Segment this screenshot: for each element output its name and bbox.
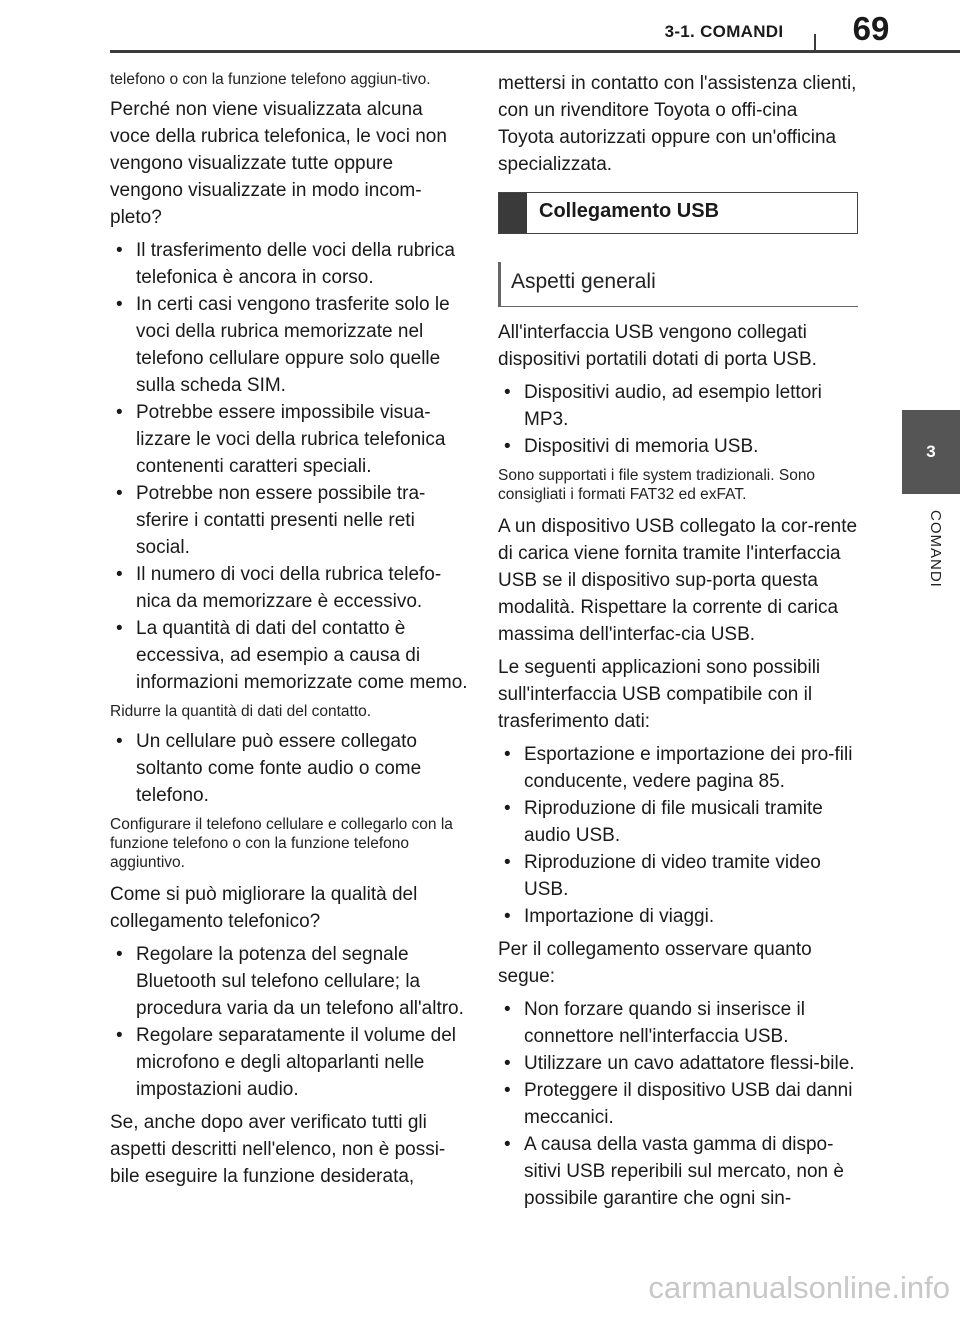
rubrica-reasons-list xyxy=(110,237,468,696)
list-item: • Dispositivi audio, ad esempio lettori MP3. xyxy=(498,379,858,433)
list-item: • Riproduzione di video tramite video USB. xyxy=(498,849,858,903)
list-item: • Regolare separatamente il volume del microfono e degli altoparlanti nelle impostazioni audio. xyxy=(110,1022,468,1103)
apps-list xyxy=(498,741,858,930)
header-rule xyxy=(110,50,960,53)
right-column xyxy=(498,70,858,1218)
list-item: • Dispositivi di memoria USB. xyxy=(498,433,858,460)
continuation-paragraph: mettersi in contatto con l'assistenza clienti, con un rivenditore Toyota o offi-cina Toyota autorizzati oppure con un'officina specializzata. xyxy=(498,73,857,175)
connection-list xyxy=(498,996,858,1212)
note-configure-phone: Configurare il telefono cellulare e collegarlo con la funzione telefono o con la funzione telefono aggiuntivo. xyxy=(110,816,453,871)
list-item: • Potrebbe essere impossibile visua-lizzare le voci della rubrica telefonica contenenti caratteri speciali. xyxy=(110,399,468,480)
list-item: • Utilizzare un cavo adattatore flessi-bile. xyxy=(498,1050,858,1077)
note-file-system: Sono supportati i file system tradizionali. Sono consigliati i formati FAT32 ed exFAT. xyxy=(498,467,816,503)
apps-intro: Le seguenti applicazioni sono possibili sull'interfaccia USB compatibile con il trasferimento dati: xyxy=(498,657,821,732)
usb-intro: All'interfaccia USB vengono collegati dispositivi portatili dotati di porta USB. xyxy=(498,322,817,370)
continuation-note: telefono o con la funzione telefono aggiun-tivo. xyxy=(110,71,431,88)
audio-source-list xyxy=(110,728,468,809)
list-item: • A causa della vasta gamma di dispo-sitivi USB reperibili sul mercato, non è possibile garantire che ogni sin- xyxy=(498,1131,858,1212)
heading-general xyxy=(498,262,858,307)
heading-usb-text: Collegamento USB xyxy=(539,200,720,222)
list-item: • Il numero di voci della rubrica telefo-nica da memorizzare è eccessivo. xyxy=(110,561,468,615)
list-item: • La quantità di dati del contatto è eccessiva, ad esempio a causa di informazioni memorizzate come memo. xyxy=(110,615,468,696)
list-item: • In certi casi vengono trasferite solo le voci della rubrica memorizzate nel telefono cellulare oppure solo quelle sulla scheda SIM. xyxy=(110,291,468,399)
list-item: • Potrebbe non essere possibile tra-sferire i contatti presenti nelle reti social. xyxy=(110,480,468,561)
list-item: • Riproduzione di file musicali tramite audio USB. xyxy=(498,795,858,849)
page-number: 69 xyxy=(852,10,890,47)
connection-intro: Per il collegamento osservare quanto segue: xyxy=(498,939,812,987)
question-quality: Come si può migliorare la qualità del collegamento telefonico? xyxy=(110,884,418,932)
list-item: • Non forzare quando si inserisce il connettore nell'interfaccia USB. xyxy=(498,996,858,1050)
watermark: carmanualsonline.info xyxy=(648,1270,950,1305)
header-divider xyxy=(814,34,816,51)
heading-general-text: Aspetti generali xyxy=(511,270,656,293)
note-reduce-data: Ridurre la quantità di dati del contatto. xyxy=(110,703,372,720)
left-column xyxy=(110,70,468,1196)
question-rubrica: Perché non viene visualizzata alcuna voce della rubrica telefonica, le voci non vengono visualizzate tutte oppure vengono visualizzate in modo incom-pleto? xyxy=(110,99,447,228)
quality-tips-list xyxy=(110,941,468,1103)
section-title: 3-1. COMANDI xyxy=(664,22,784,41)
list-item: • Regolare la potenza del segnale Bluetooth sul telefono cellulare; la procedura varia da un telefono all'altro. xyxy=(110,941,468,1022)
chapter-tab: 3 xyxy=(902,410,960,494)
list-item: • Proteggere il dispositivo USB dai danni meccanici. xyxy=(498,1077,858,1131)
chapter-label: COMANDI xyxy=(927,510,944,588)
list-item: • Esportazione e importazione dei pro-fili conducente, vedere pagina 85. xyxy=(498,741,858,795)
list-item: • Il trasferimento delle voci della rubrica telefonica è ancora in corso. xyxy=(110,237,468,291)
charge-paragraph: A un dispositivo USB collegato la cor-rente di carica viene fornita tramite l'interfaccia USB se il dispositivo sup-porta questa modalità. Rispettare la corrente di carica massima dell'interfac-cia USB. xyxy=(498,516,858,645)
list-item: • Importazione di viaggi. xyxy=(498,903,858,930)
heading-usb xyxy=(498,192,858,234)
usb-devices-list xyxy=(498,379,858,460)
heading-bar xyxy=(499,193,527,233)
closing-paragraph: Se, anche dopo aver verificato tutti gli aspetti descritti nell'elenco, non è possi-bile eseguire la funzione desiderata, xyxy=(110,1112,446,1187)
list-item: • Un cellulare può essere collegato soltanto come fonte audio o come telefono. xyxy=(110,728,468,809)
